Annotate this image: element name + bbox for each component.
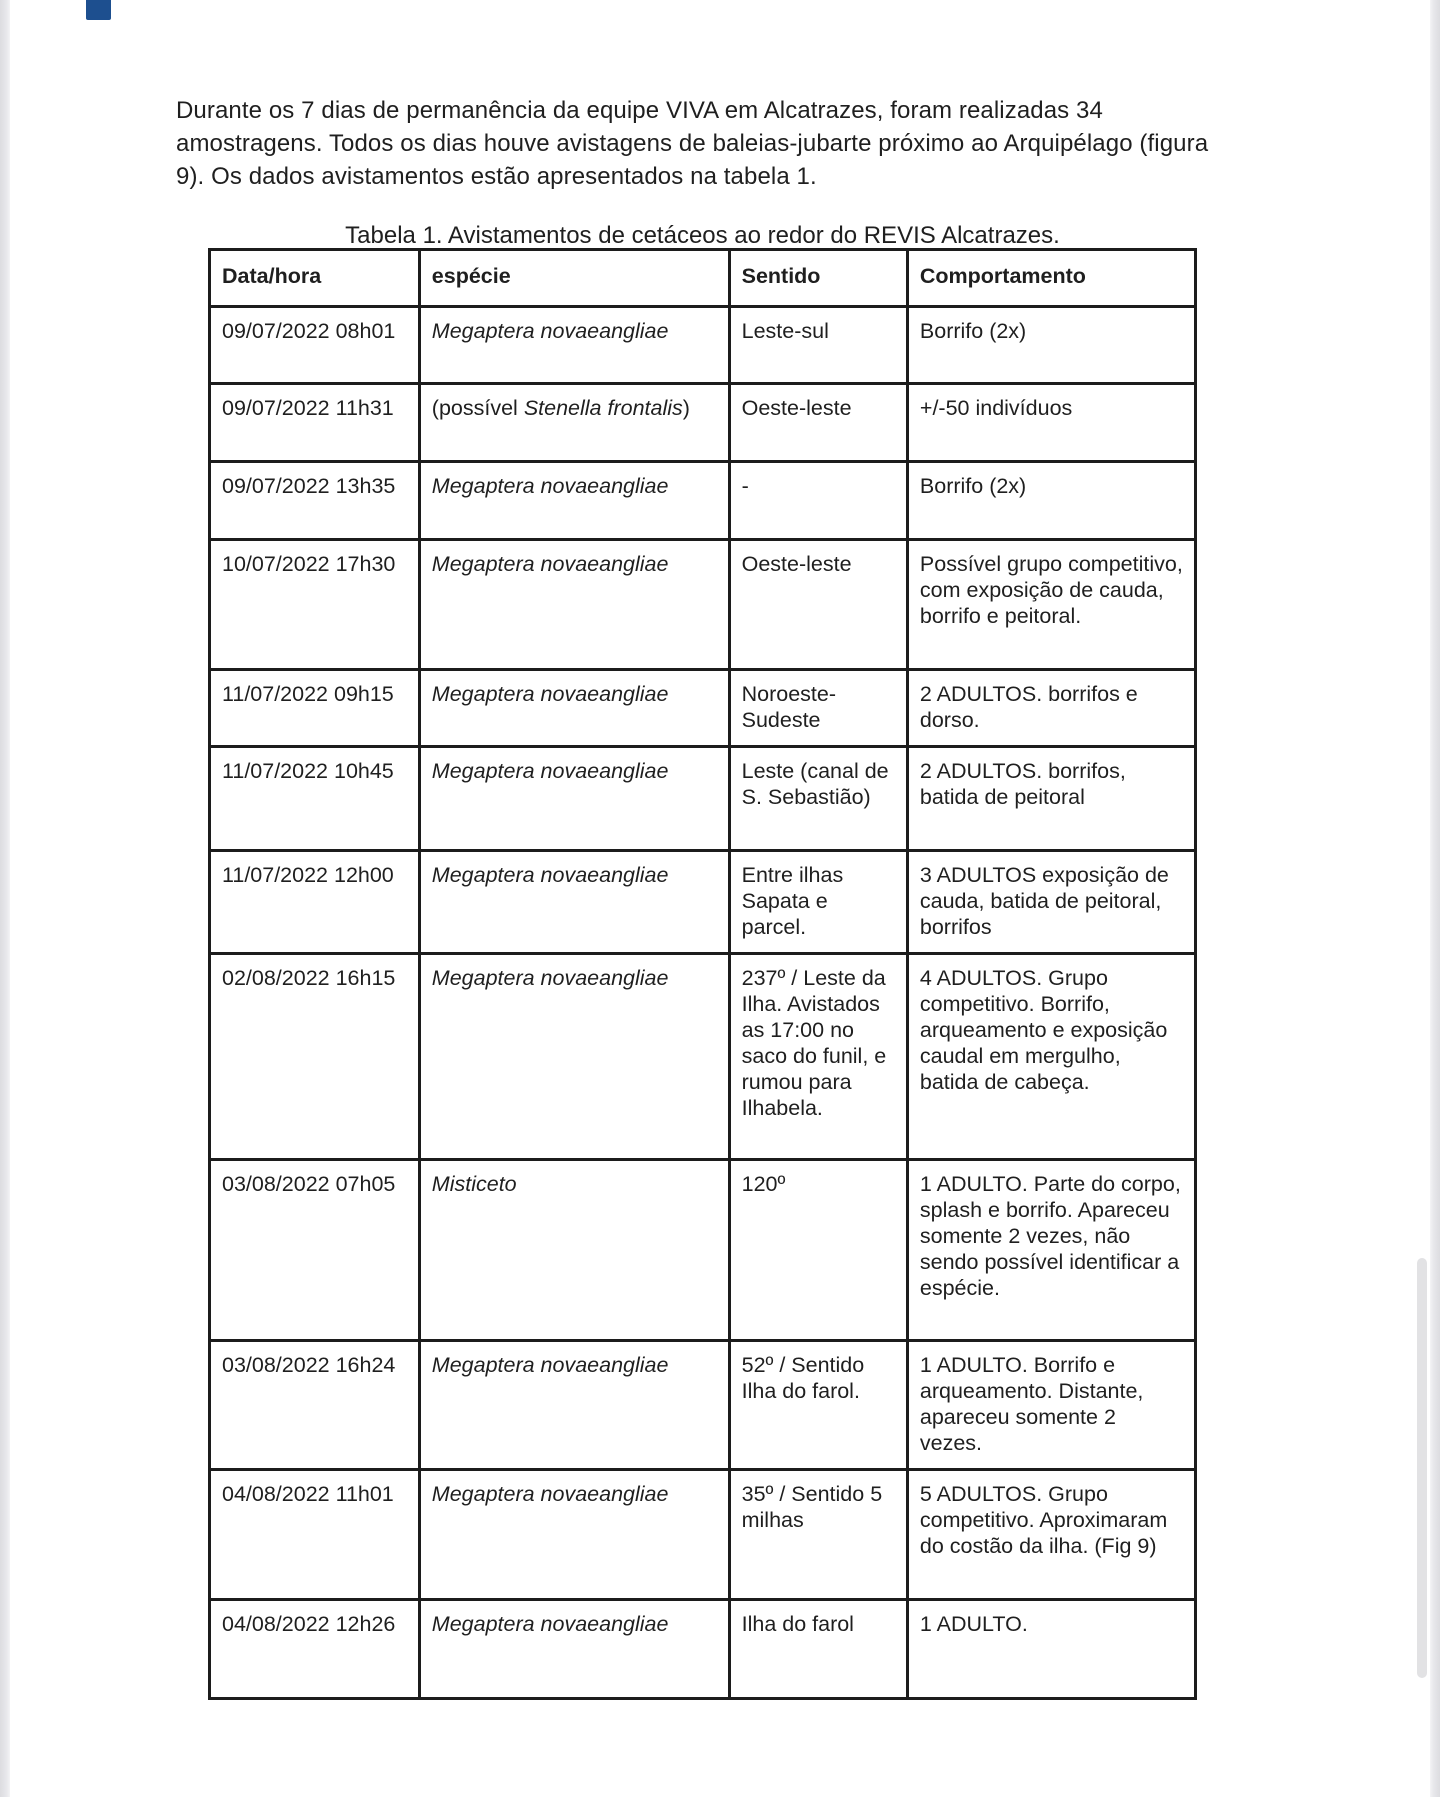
cell-date xyxy=(210,851,420,954)
direction-text: 120º xyxy=(741,1172,786,1196)
cell-date xyxy=(210,307,420,384)
page-right-edge xyxy=(1430,0,1440,1797)
cell-date xyxy=(210,1470,420,1600)
direction-text: - xyxy=(741,474,749,498)
cell-date xyxy=(210,1600,420,1699)
cell-date xyxy=(210,954,420,1160)
cell-behavior xyxy=(907,851,1195,954)
cell-date xyxy=(210,384,420,462)
date-text: 11/07/2022 10h45 xyxy=(222,759,394,783)
cell-behavior xyxy=(907,1341,1195,1470)
cell-species xyxy=(419,307,729,384)
cell-direction xyxy=(729,462,907,540)
species-suffix: ) xyxy=(682,396,690,420)
table-row xyxy=(210,1470,1196,1600)
species-name: Megaptera novaeangliae xyxy=(431,682,669,706)
species-name: Stenella frontalis xyxy=(523,396,683,420)
behavior-text: 2 ADULTOS. borrifos, batida de peitoral xyxy=(919,759,1126,809)
behavior-text: 4 ADULTOS. Grupo competitivo. Borrifo, arqueamento e exposição caudal em mergulho, batida de cabeça. xyxy=(919,966,1168,1094)
page-left-edge xyxy=(0,0,10,1797)
cell-behavior xyxy=(907,1160,1195,1341)
cell-species xyxy=(419,1600,729,1699)
table-row xyxy=(210,747,1196,851)
header-date: Data/hora xyxy=(210,250,420,307)
cell-direction xyxy=(729,1160,907,1341)
date-text: 02/08/2022 16h15 xyxy=(222,966,396,990)
table-body xyxy=(210,307,1196,1699)
cell-behavior xyxy=(907,747,1195,851)
behavior-text: 2 ADULTOS. borrifos e dorso. xyxy=(919,682,1138,732)
cell-date xyxy=(210,747,420,851)
cell-date xyxy=(210,1160,420,1341)
species-name: Misticeto xyxy=(431,1172,517,1196)
table-caption: Tabela 1. Avistamentos de cetáceos ao redor do REVIS Alcatrazes. xyxy=(345,222,1060,249)
cell-behavior xyxy=(907,670,1195,747)
cell-behavior xyxy=(907,540,1195,670)
date-text: 10/07/2022 17h30 xyxy=(222,552,396,576)
cell-direction xyxy=(729,670,907,747)
behavior-text: Possível grupo competitivo, com exposição de cauda, borrifo e peitoral. xyxy=(919,552,1183,628)
cell-direction xyxy=(729,1470,907,1600)
cell-species xyxy=(419,1160,729,1341)
cell-date xyxy=(210,462,420,540)
date-text: 11/07/2022 12h00 xyxy=(222,863,394,887)
cell-behavior xyxy=(907,384,1195,462)
cell-behavior xyxy=(907,954,1195,1160)
table-row xyxy=(210,1341,1196,1470)
date-text: 03/08/2022 16h24 xyxy=(222,1353,396,1377)
cell-direction xyxy=(729,1341,907,1470)
cell-direction xyxy=(729,747,907,851)
cell-behavior xyxy=(907,462,1195,540)
cell-species xyxy=(419,851,729,954)
species-name: Megaptera novaeangliae xyxy=(431,552,669,576)
table-row xyxy=(210,1600,1196,1699)
table-row xyxy=(210,670,1196,747)
table-row xyxy=(210,954,1196,1160)
behavior-text: 3 ADULTOS exposição de cauda, batida de peitoral, borrifos xyxy=(919,863,1169,939)
species-name: Megaptera novaeangliae xyxy=(431,1482,669,1506)
cell-species xyxy=(419,1470,729,1600)
direction-text: Noroeste-Sudeste xyxy=(741,682,837,732)
direction-text: Entre ilhas Sapata e parcel. xyxy=(741,863,844,939)
behavior-text: Borrifo (2x) xyxy=(919,319,1027,343)
date-text: 09/07/2022 13h35 xyxy=(222,474,396,498)
date-text: 09/07/2022 11h31 xyxy=(222,396,394,420)
cell-species xyxy=(419,954,729,1160)
bookmark-ribbon-icon xyxy=(86,0,111,20)
species-name: Megaptera novaeangliae xyxy=(431,1353,669,1377)
species-name: Megaptera novaeangliae xyxy=(431,474,669,498)
date-text: 09/07/2022 08h01 xyxy=(222,319,396,343)
cell-behavior xyxy=(907,307,1195,384)
cell-direction xyxy=(729,851,907,954)
behavior-text: 1 ADULTO. xyxy=(919,1612,1028,1636)
direction-text: Ilha do farol xyxy=(741,1612,854,1636)
direction-text: 35º / Sentido 5 milhas xyxy=(741,1482,883,1532)
cell-direction xyxy=(729,1600,907,1699)
intro-paragraph: Durante os 7 dias de permanência da equipe VIVA em Alcatrazes, foram realizadas 34 amostragens. Todos os dias houve avistagens de baleias-jubarte próximo ao Arquipélago (figura 9). Os dados avistamentos estão apresentados na tabela 1. xyxy=(176,97,1209,190)
header-species: espécie xyxy=(419,250,729,307)
cell-species xyxy=(419,670,729,747)
table-row xyxy=(210,307,1196,384)
species-name: Megaptera novaeangliae xyxy=(431,759,669,783)
direction-text: Leste-sul xyxy=(741,319,829,343)
direction-text: Oeste-leste xyxy=(741,552,852,576)
direction-text: 237º / Leste da Ilha. Avistados as 17:00 no saco do funil, e rumou para Ilhabela. xyxy=(741,966,887,1120)
behavior-text: 5 ADULTOS. Grupo competitivo. Aproximaram do costão da ilha. (Fig 9) xyxy=(919,1482,1168,1558)
table-header-row xyxy=(210,250,1196,307)
cell-direction xyxy=(729,384,907,462)
vertical-scrollbar-thumb[interactable] xyxy=(1417,1258,1427,1678)
cell-date xyxy=(210,1341,420,1470)
cell-species xyxy=(419,540,729,670)
cell-behavior xyxy=(907,1600,1195,1699)
date-text: 04/08/2022 11h01 xyxy=(222,1482,394,1506)
cell-behavior xyxy=(907,1470,1195,1600)
header-direction: Sentido xyxy=(729,250,907,307)
header-behavior: Comportamento xyxy=(907,250,1195,307)
table-row xyxy=(210,1160,1196,1341)
cell-direction xyxy=(729,954,907,1160)
table-row xyxy=(210,540,1196,670)
direction-text: 52º / Sentido Ilha do farol. xyxy=(741,1353,865,1403)
behavior-text: 1 ADULTO. Borrifo e arqueamento. Distante, apareceu somente 2 vezes. xyxy=(919,1353,1144,1455)
date-text: 04/08/2022 12h26 xyxy=(222,1612,396,1636)
species-name: Megaptera novaeangliae xyxy=(431,966,669,990)
cell-direction xyxy=(729,540,907,670)
cell-species xyxy=(419,1341,729,1470)
species-name: Megaptera novaeangliae xyxy=(431,863,669,887)
behavior-text: +/-50 indivíduos xyxy=(919,396,1073,420)
behavior-text: 1 ADULTO. Parte do corpo, splash e borrifo. Apareceu somente 2 vezes, não sendo possível identificar a espécie. xyxy=(919,1172,1181,1300)
cell-date xyxy=(210,540,420,670)
cell-date xyxy=(210,670,420,747)
table-row xyxy=(210,462,1196,540)
species-name: Megaptera novaeangliae xyxy=(431,319,669,343)
table-row xyxy=(210,851,1196,954)
species-prefix: (possível xyxy=(431,396,524,420)
cell-species xyxy=(419,747,729,851)
table-row xyxy=(210,384,1196,462)
date-text: 11/07/2022 09h15 xyxy=(222,682,394,706)
sightings-table xyxy=(208,248,1197,1700)
date-text: 03/08/2022 07h05 xyxy=(222,1172,396,1196)
species-name: Megaptera novaeangliae xyxy=(431,1612,669,1636)
direction-text: Leste (canal de S. Sebastião) xyxy=(741,759,889,809)
cell-species xyxy=(419,384,729,462)
cell-direction xyxy=(729,307,907,384)
direction-text: Oeste-leste xyxy=(741,396,852,420)
behavior-text: Borrifo (2x) xyxy=(919,474,1027,498)
cell-species xyxy=(419,462,729,540)
